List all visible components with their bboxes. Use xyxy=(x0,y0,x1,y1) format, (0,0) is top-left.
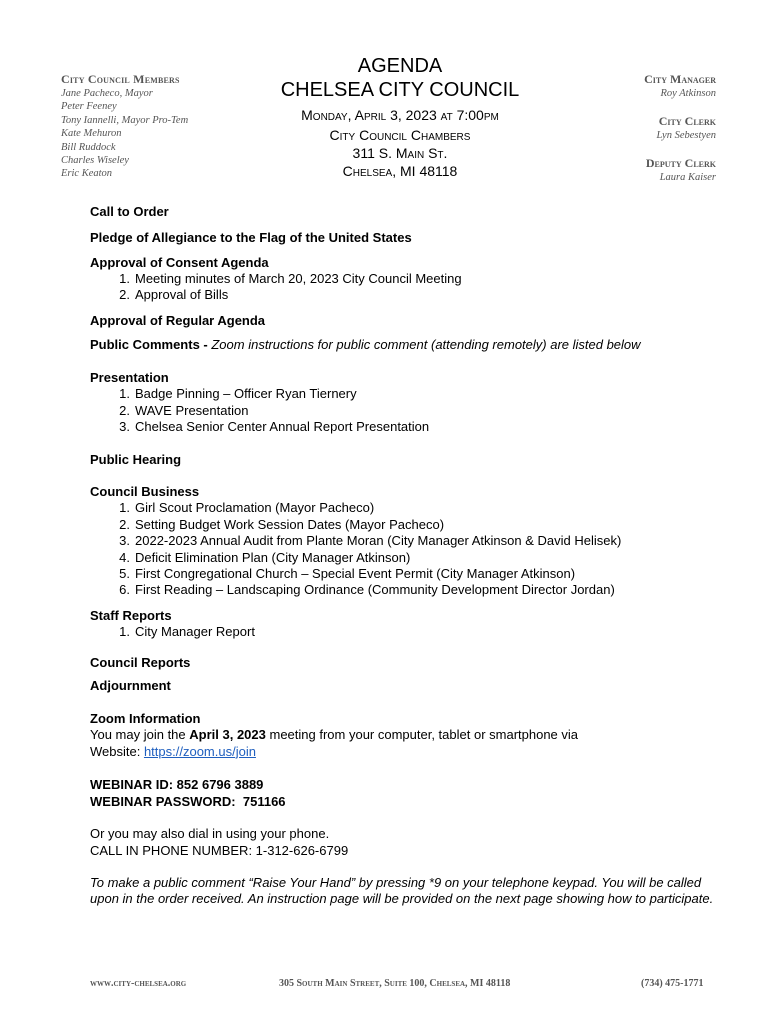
city-clerk-name: Lyn Sebestyen xyxy=(656,130,716,141)
meeting-venue: City Council Chambers xyxy=(329,127,471,143)
city-clerk-heading: City Clerk xyxy=(658,114,716,128)
council-members-heading: City Council Members xyxy=(61,72,180,86)
agenda-title: AGENDA xyxy=(357,55,443,77)
dial-in-text: Or you may also dial in using your phone. xyxy=(90,826,330,842)
public-comments: Public Comments - Zoom instructions for public comment (attending remotely) are listed below xyxy=(90,336,641,352)
list-item: 2. Approval of Bills xyxy=(119,287,229,303)
city-manager-heading: City Manager xyxy=(644,72,716,86)
zoom-heading: Zoom Information xyxy=(90,711,201,727)
footer-phone: (734) 475-1771 xyxy=(641,978,704,989)
list-item: 1. Badge Pinning – Officer Ryan Tiernery xyxy=(119,386,357,402)
staff-reports-heading: Staff Reports xyxy=(90,607,172,623)
staff-block xyxy=(516,72,716,184)
meeting-city: Chelsea, MI 48118 xyxy=(342,163,458,179)
member-name: Charles Wiseley xyxy=(61,155,129,167)
council-business-heading: Council Business xyxy=(90,484,200,500)
member-name: Kate Mehuron xyxy=(61,128,122,140)
public-comment-instructions: To make a public comment “Raise Your Hand” by pressing *9 on your telephone keypad. You will be called upon in the order received. An instruction page will be provided on the next page showing how to participate. xyxy=(90,874,714,907)
pledge: Pledge of Allegiance to the Flag of the United States xyxy=(90,230,412,245)
list-item: 3. 2022-2023 Annual Audit from Plante Moran (City Manager Atkinson & David Helisek) xyxy=(119,533,622,549)
member-name: Jane Pacheco, Mayor xyxy=(61,88,153,99)
agenda-body xyxy=(90,203,730,908)
zoom-join-text: You may join the April 3, 2023 meeting from your computer, tablet or smartphone via xyxy=(90,727,579,743)
list-item: 4. Deficit Elimination Plan (City Manager Atkinson) xyxy=(119,549,411,565)
webinar-password: WEBINAR PASSWORD: 751166 xyxy=(90,794,286,810)
council-members-block xyxy=(61,72,281,181)
list-item: 1. Meeting minutes of March 20, 2023 City Council Meeting xyxy=(119,271,462,286)
footer-address: 305 South Main Street, Suite 100, Chelsea, MI 48118 xyxy=(279,978,511,989)
zoom-website: Website: https://zoom.us/join xyxy=(90,743,256,759)
member-name: Eric Keaton xyxy=(61,168,113,180)
member-name: Tony Iannelli, Mayor Pro-Tem xyxy=(61,114,189,126)
council-title: CHELSEA CITY COUNCIL xyxy=(280,79,520,101)
regular-agenda: Approval of Regular Agenda xyxy=(90,312,266,328)
deputy-clerk-heading: Deputy Clerk xyxy=(645,156,716,170)
list-item: 6. First Reading – Landscaping Ordinance (Community Development Director Jordan) xyxy=(119,582,615,598)
city-manager-name: Roy Atkinson xyxy=(660,88,716,99)
zoom-join-link[interactable]: https://zoom.us/join xyxy=(143,743,256,759)
deputy-clerk-name: Laura Kaiser xyxy=(659,172,716,183)
public-hearing: Public Hearing xyxy=(90,452,182,468)
presentation-heading: Presentation xyxy=(90,370,169,386)
adjournment: Adjournment xyxy=(90,678,171,694)
list-item: 5. First Congregational Church – Special Event Permit (City Manager Atkinson) xyxy=(119,566,576,582)
list-item: 2. Setting Budget Work Session Dates (Mayor Pacheco) xyxy=(119,516,445,532)
webinar-id: WEBINAR ID: 852 6796 3889 xyxy=(90,777,264,793)
consent-agenda-heading: Approval of Consent Agenda xyxy=(90,255,269,270)
member-name: Bill Ruddock xyxy=(61,141,116,153)
list-item: 3. Chelsea Senior Center Annual Report Presentation xyxy=(119,419,430,435)
list-item: 1. Girl Scout Proclamation (Mayor Pacheco) xyxy=(119,500,375,516)
council-reports: Council Reports xyxy=(90,655,191,671)
meeting-street: 311 S. Main St. xyxy=(352,145,448,161)
call-to-order: Call to Order xyxy=(90,204,169,219)
meeting-date: Monday, April 3, 2023 at 7:00pm xyxy=(301,107,499,123)
footer-website: www.city-chelsea.org xyxy=(90,978,187,989)
agenda-header xyxy=(250,54,550,180)
call-in-number: CALL IN PHONE NUMBER: 1-312-626-6799 xyxy=(90,842,349,858)
list-item: 2. WAVE Presentation xyxy=(119,402,249,418)
list-item: 1. City Manager Report xyxy=(119,623,255,639)
member-name: Peter Feeney xyxy=(61,101,117,113)
